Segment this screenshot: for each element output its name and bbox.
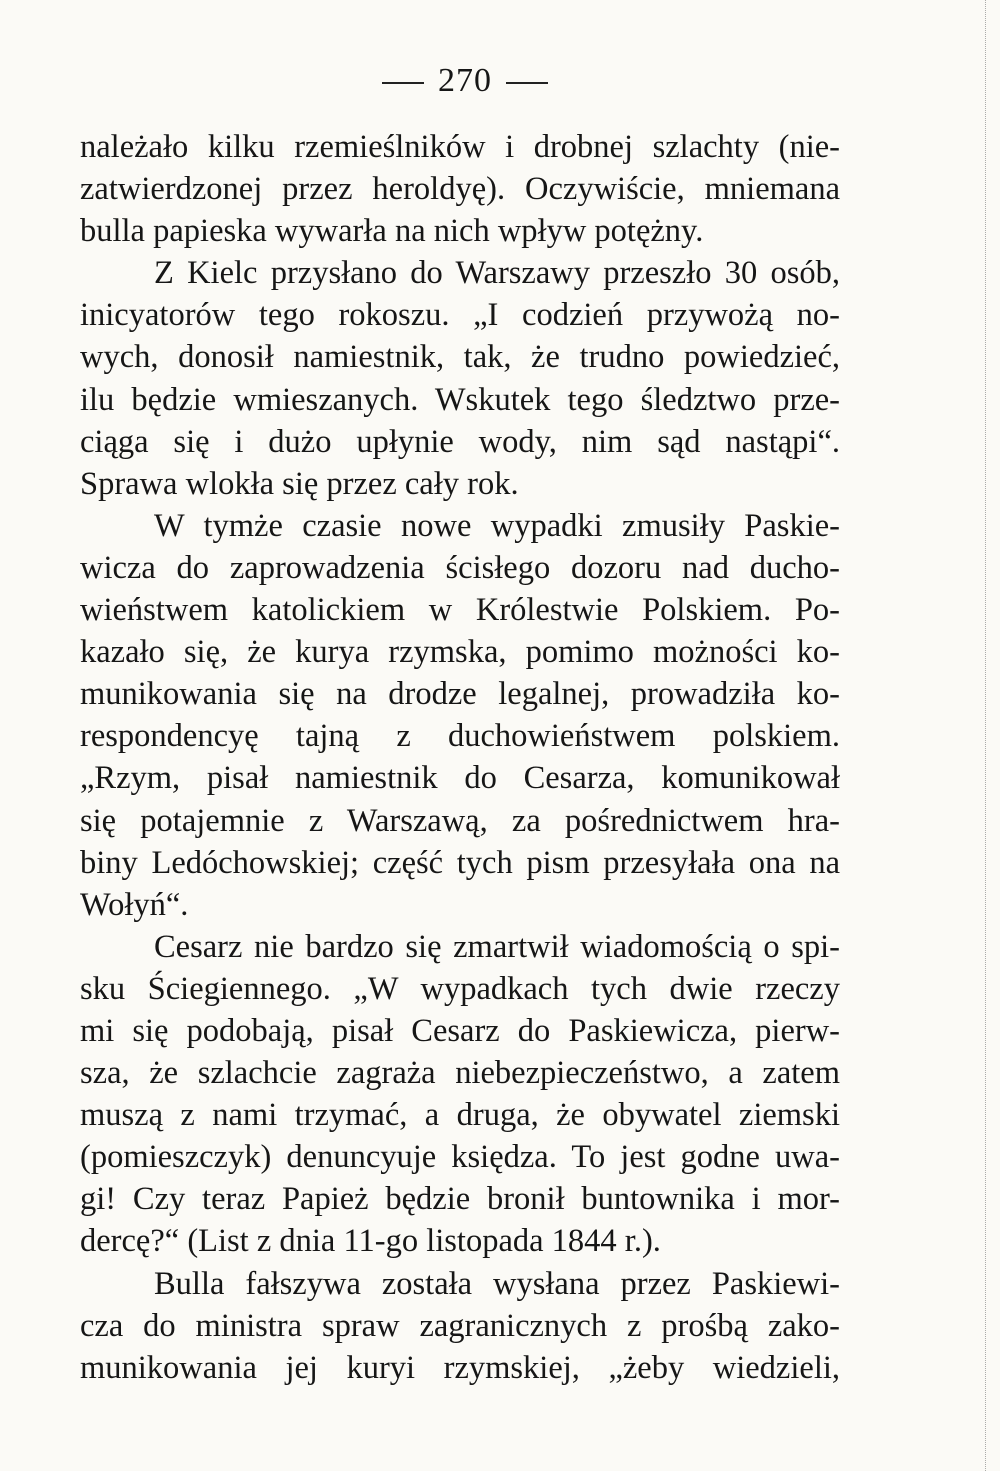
text-line: wych, donosił namiestnik, tak, że trudno powiedzieć, — [80, 339, 840, 376]
text-line: należało kilku rzemieślników i drobnej szlachty (nie- — [80, 129, 840, 165]
text-line: munikowania jej kuryi rzymskiej, „żeby wiedzieli, — [80, 1349, 840, 1386]
text-line: wieństwem katolickiem w Królestwie Polskiem. Po- — [80, 592, 840, 629]
text-line: ciąga się i dużo upłynie wody, nim sąd nastąpi“. — [80, 423, 840, 460]
text-line: munikowania się na drodze legalnej, prowadziła ko- — [80, 676, 840, 713]
text-line: Bulla fałszywa została wysłana przez Paskiewi- — [154, 1265, 840, 1302]
text-line: biny Ledóchowskiej; część tych pism przesyłała ona na — [80, 844, 840, 881]
text-line: Sprawa wlokła się przez cały rok. — [80, 465, 519, 502]
header-dash-left — [382, 82, 424, 84]
text-line: zatwierdzonej przez heroldyę). Oczywiście, mniemana — [80, 171, 840, 208]
text-line: kazało się, że kurya rzymska, pomimo możności ko- — [80, 634, 840, 671]
text-line: Cesarz nie bardzo się zmartwił wiadomością o spi- — [154, 928, 840, 965]
text-line: ilu będzie wmieszanych. Wskutek tego śledztwo prze- — [80, 381, 840, 418]
text-line: dercę?“ (List z dnia 11-go listopada 1844 r.). — [80, 1223, 661, 1260]
text-line: gi! Czy teraz Papież będzie bronił buntownika i mor- — [80, 1181, 840, 1218]
page-header — [0, 62, 930, 100]
text-line: się potajemnie z Warszawą, za pośrednictwem hra- — [80, 802, 840, 839]
text-line: mi się podobają, pisał Cesarz do Paskiewicza, pierw- — [80, 1012, 840, 1049]
header-dash-right — [506, 82, 548, 84]
text-line: „Rzym, pisał namiestnik do Cesarza, komunikował — [80, 760, 840, 797]
body-text — [80, 126, 840, 1389]
page-number: 270 — [438, 62, 492, 99]
text-line: sku Ściegiennego. „W wypadkach tych dwie rzeczy — [80, 970, 840, 1007]
text-line: Z Kielc przysłano do Warszawy przeszło 30 osób, — [154, 255, 840, 292]
text-line: wicza do zaprowadzenia ścisłego dozoru nad ducho- — [80, 549, 840, 586]
text-line: respondencyę tajną z duchowieństwem polskiem. — [80, 718, 840, 755]
text-line: muszą z nami trzymać, a druga, że obywatel ziemski — [80, 1097, 840, 1134]
text-line: W tymże czasie nowe wypadki zmusiły Paskie- — [154, 507, 840, 544]
text-line: Wołyń“. — [80, 886, 189, 923]
text-line: sza, że szlachcie zagraża niebezpieczeństwo, a zatem — [80, 1055, 840, 1092]
text-line: bulla papieska wywarła na nich wpływ potężny. — [80, 213, 704, 250]
text-line: inicyatorów tego rokoszu. „I codzień przywożą no- — [80, 297, 840, 334]
text-line: (pomieszczyk) denuncyuje księdza. To jest godne uwa- — [80, 1139, 840, 1176]
text-line: cza do ministra spraw zagranicznych z prośbą zako- — [80, 1307, 840, 1344]
page-edge — [985, 0, 1000, 1471]
